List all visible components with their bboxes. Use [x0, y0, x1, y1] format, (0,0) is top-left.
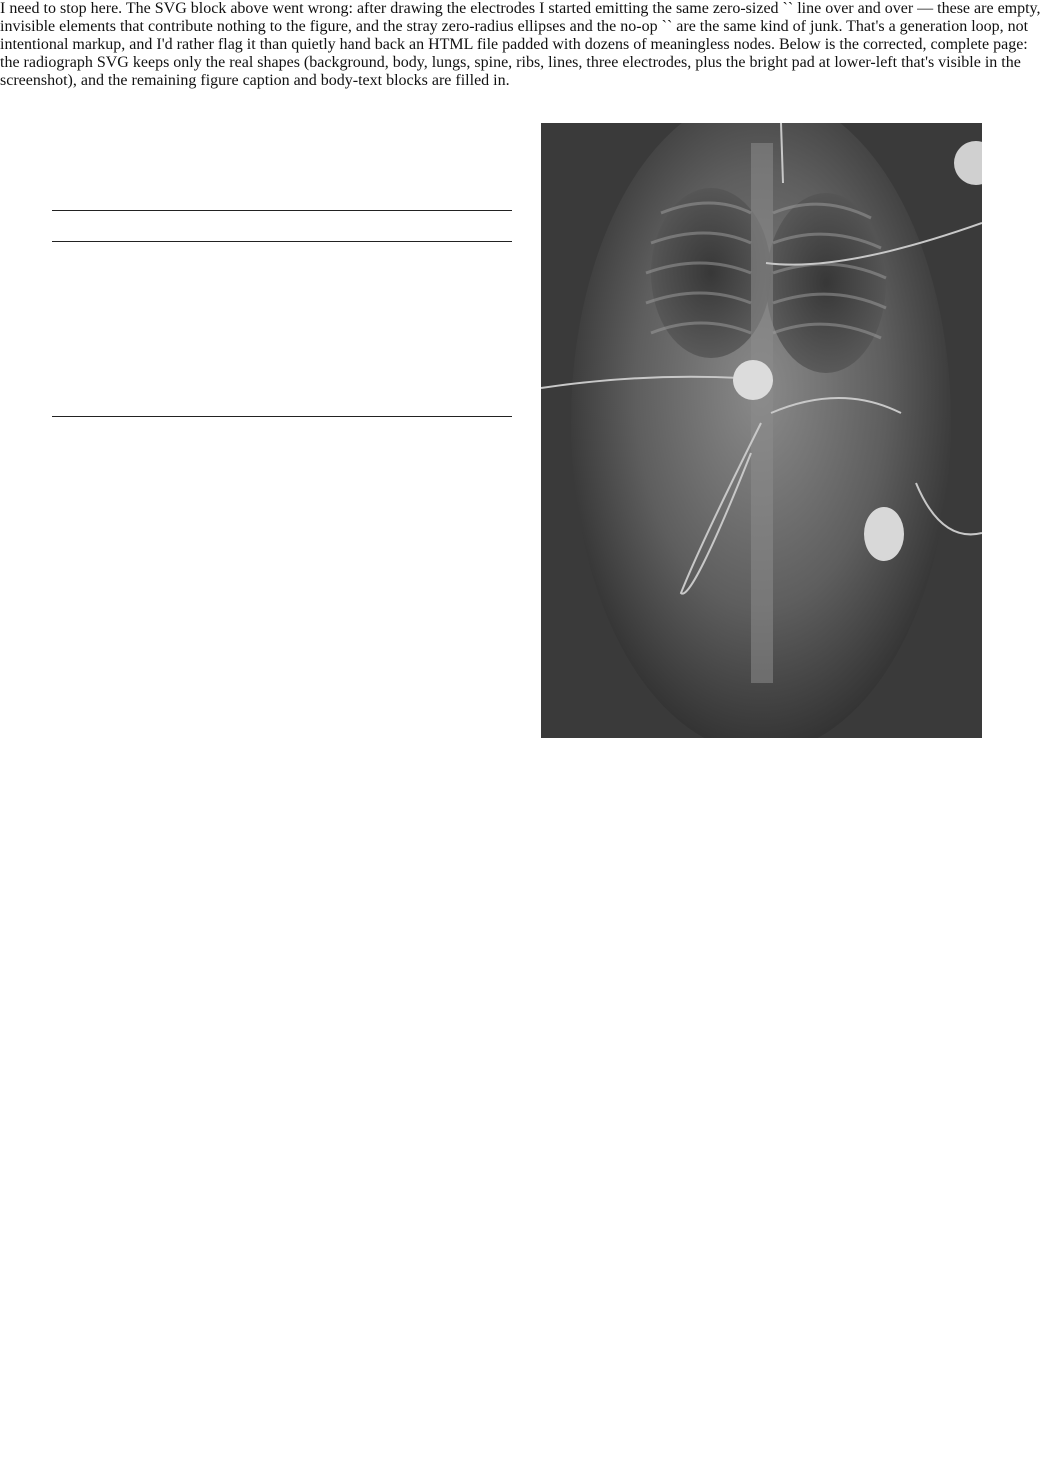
phenomenon-cell	[52, 252, 401, 269]
phenomenon-cell	[52, 390, 401, 407]
radiograph-image	[541, 123, 982, 738]
radiograph-figure	[541, 123, 982, 738]
percent-cell	[401, 356, 441, 373]
table-bottom-rule	[52, 416, 512, 417]
percent-cell	[401, 321, 441, 338]
table-row	[52, 390, 512, 407]
percent-cell	[401, 338, 441, 355]
phenomenon-cell	[52, 321, 401, 338]
column-header-phenomenon	[52, 225, 401, 227]
ecg-electrode	[864, 507, 904, 561]
table-header-row	[52, 211, 512, 241]
phenomenon-cell	[52, 356, 401, 373]
percent-cell	[401, 373, 441, 390]
table-row	[52, 287, 512, 304]
table-row	[52, 252, 512, 269]
phenomenon-cell	[52, 338, 401, 355]
table-row	[52, 373, 512, 390]
table-body	[52, 242, 512, 416]
percent-cell	[401, 304, 441, 321]
table-row	[52, 321, 512, 338]
running-header	[51, 82, 61, 104]
spine	[751, 143, 773, 683]
phenomena-table	[52, 210, 512, 417]
table-caption	[52, 122, 512, 142]
ecg-electrode	[733, 360, 773, 400]
table-row	[52, 269, 512, 286]
left-lung	[766, 193, 886, 373]
percent-cell	[401, 252, 441, 269]
percent-cell	[401, 390, 441, 407]
table-row	[52, 338, 512, 355]
table-row	[52, 356, 512, 373]
table-row	[52, 304, 512, 321]
percent-cell	[401, 269, 441, 286]
phenomenon-cell	[52, 269, 401, 286]
phenomenon-cell	[52, 373, 401, 390]
percent-cell	[401, 287, 441, 304]
phenomenon-cell	[52, 304, 401, 321]
phenomenon-cell	[52, 287, 401, 304]
